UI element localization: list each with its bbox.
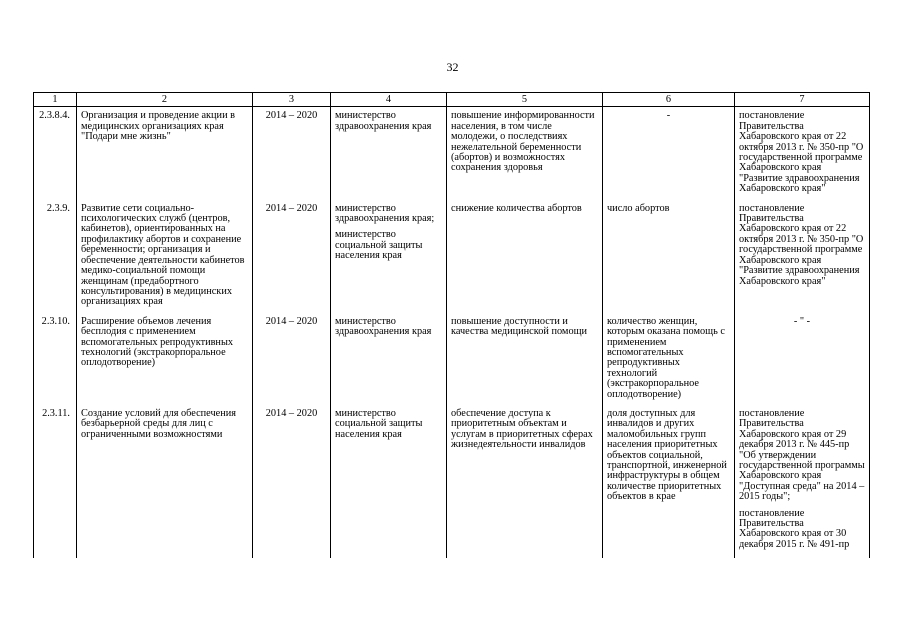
- basis-text: постановление Правительства Хабаровского края от 22 октября 2013 г. № 350-пр "О государственной программе Хабаровского края "Развитие здравоохранения Хабаровского края": [739, 202, 864, 287]
- activity-cell: Создание условий для обеспечения безбарьерной среды для лиц с ограниченными возможностями: [77, 408, 253, 558]
- basis-cell: [735, 107, 870, 203]
- activity-cell: Развитие сети социально-психологических служб (центров, кабинетов), ориентированных на профилактику абортов и сохранение беременности; организация и обеспечение деятельности кабинетов медико-социальной помощи женщинам (предабортного консультирования) в медицинских организациях края: [77, 203, 253, 316]
- basis-text: - " -: [793, 315, 811, 327]
- executor-cell: [331, 203, 447, 316]
- period-cell: 2014 – 2020: [253, 316, 331, 408]
- executor-text: министерство здравоохранения края: [335, 110, 432, 132]
- basis-cell: [735, 316, 870, 408]
- item-number: 2.3.11.: [34, 408, 77, 558]
- period-cell: 2014 – 2020: [253, 203, 331, 316]
- basis-text: постановление Правительства Хабаровского края от 22 октября 2013 г. № 350-пр "О государственной программе Хабаровского края "Развитие здравоохранения Хабаровского края": [739, 110, 864, 195]
- basis-cell: [735, 408, 870, 558]
- item-number: 2.3.10.: [34, 316, 77, 408]
- basis-cell: [735, 203, 870, 316]
- result-cell: обеспечение доступа к приоритетным объектам и услугам в приоритетных сферах жизнедеятельности инвалидов: [447, 408, 603, 558]
- page-number: 32: [446, 60, 459, 74]
- activity-cell: Организация и проведение акции в медицинских организациях края "Подари мне жизнь": [77, 107, 253, 203]
- executor-cell: [331, 316, 447, 408]
- column-number-4: 4: [331, 93, 447, 107]
- executor-cell: [331, 408, 447, 558]
- basis-text: постановление Правительства Хабаровского края от 29 декабря 2013 г. № 445-пр "Об утверждении государственной программы Хабаровского края "Доступная среда" на 2014 – 2015 годы";: [739, 407, 865, 503]
- result-cell: снижение количества абортов: [447, 203, 603, 316]
- executor-text: министерство здравоохранения края;: [335, 202, 435, 225]
- column-number-6: 6: [603, 93, 735, 107]
- column-number-7: 7: [735, 93, 870, 107]
- column-number-2: 2: [77, 93, 253, 107]
- result-cell: повышение информированности населения, в том числе молодежи, о последствиях нежелательной беременности (абортов) и возможностях сохранения здоровья: [447, 107, 603, 203]
- column-number-5: 5: [447, 93, 603, 107]
- period-cell: 2014 – 2020: [253, 107, 331, 203]
- executor-cell: [331, 107, 447, 203]
- measures-table: [33, 92, 870, 558]
- column-number-3: 3: [253, 93, 331, 107]
- table-row: [34, 408, 870, 558]
- indicator-cell: число абортов: [603, 203, 735, 316]
- executor-text: министерство здравоохранения края: [335, 315, 432, 338]
- indicator-cell: доля доступных для инвалидов и других маломобильных групп населения приоритетных объектов социальной, транспортной, инженерной инфраструктуры в общем количестве приоритетных объектов в крае: [603, 408, 735, 558]
- executor-text: министерство социальной защиты населения края: [335, 407, 423, 440]
- result-cell: повышение доступности и качества медицинской помощи: [447, 316, 603, 408]
- table-row: [34, 316, 870, 408]
- column-number-1: 1: [34, 93, 77, 107]
- item-number: 2.3.9.: [34, 203, 77, 316]
- period-cell: 2014 – 2020: [253, 408, 331, 558]
- table-row: [34, 203, 870, 316]
- column-number-row: [34, 93, 870, 107]
- indicator-cell: количество женщин, которым оказана помощь с применением вспомогательных репродуктивных технологий (экстракорпоральное оплодотворение): [603, 316, 735, 408]
- basis-text: постановление Правительства Хабаровского края от 30 декабря 2015 г. № 491-пр: [739, 507, 850, 550]
- item-number: 2.3.8.4.: [34, 107, 77, 203]
- indicator-cell: -: [603, 107, 735, 203]
- table-row: [34, 107, 870, 203]
- activity-cell: Расширение объемов лечения бесплодия с применением вспомогательных репродуктивных технологий (экстракорпоральное оплодотворение): [77, 316, 253, 408]
- executor-text: министерство социальной защиты населения края: [335, 229, 423, 262]
